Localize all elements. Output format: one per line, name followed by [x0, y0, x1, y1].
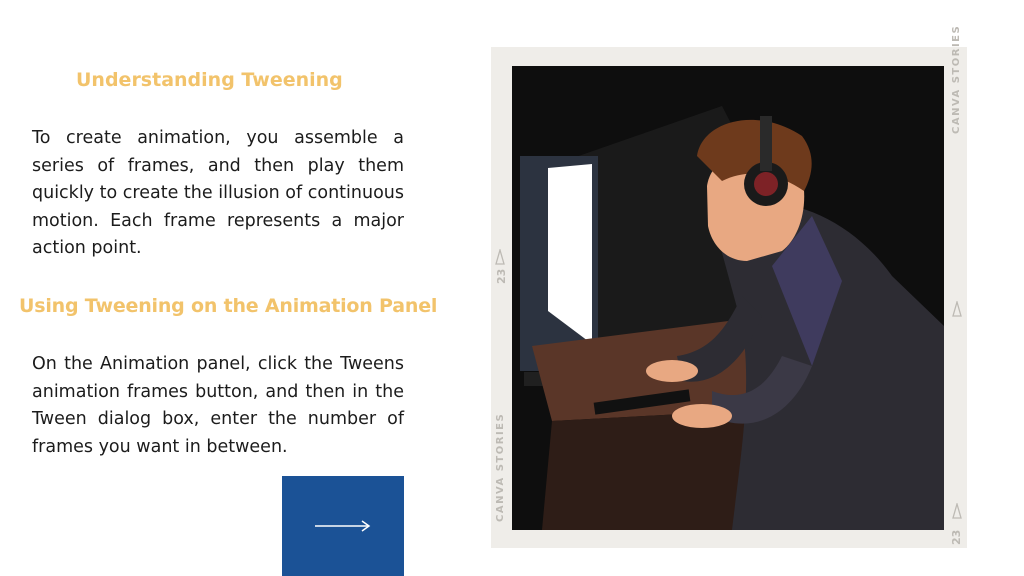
instructions-paragraph: On the Animation panel, click the Tweens animation frames button, and then in the Tween dialog box, enter the number of frames you want in between.	[32, 354, 404, 457]
film-marker-left-icon	[495, 249, 505, 265]
film-label-bottom: CANVA STORIES	[495, 412, 506, 522]
frame-number-left: 23	[495, 268, 508, 284]
intro-paragraph: To create animation, you assemble a series of frames, and then play them quickly to create the illusion of continuous motion. Each frame represents a major action point.	[32, 128, 404, 258]
frame-number-right: 23	[950, 529, 963, 545]
film-marker-right-icon	[952, 301, 962, 317]
section-heading-understanding: Understanding Tweening	[76, 69, 343, 91]
section-heading-animation-panel: Using Tweening on the Animation Panel	[19, 295, 438, 317]
arrow-right-icon	[315, 518, 371, 534]
film-label-top: CANVA STORIES	[951, 24, 962, 134]
next-slide-button[interactable]	[282, 476, 404, 576]
gamer-illustration	[512, 66, 944, 530]
film-marker-bottom-icon	[952, 503, 962, 519]
